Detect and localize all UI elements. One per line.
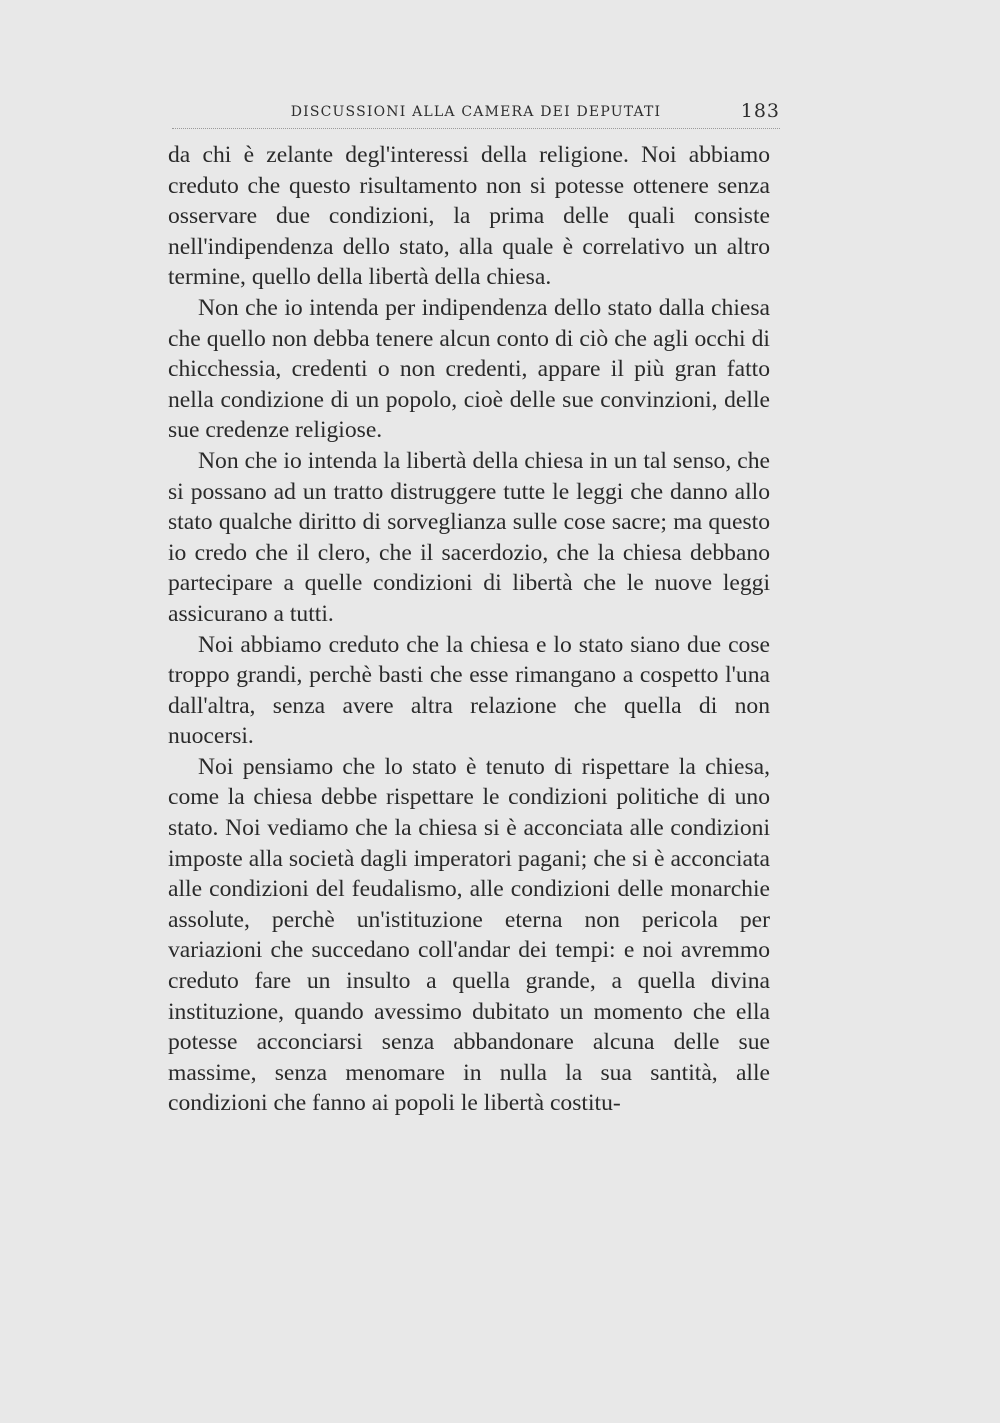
running-title: DISCUSSIONI ALLA CAMERA DEI DEPUTATI [290, 104, 662, 120]
page-header [172, 98, 780, 129]
paragraph: Noi abbiamo creduto che la chiesa e lo stato siano due cose troppo grandi, perchè basti che esse rimangano a cospetto l'una dall'altra, senza avere altra relazione che quella di non nuocersi. [168, 631, 770, 750]
paragraph: da chi è zelante degl'interessi della religione. Noi abbiamo creduto che questo risultamento non si potesse ottenere senza osservare due condizioni, la prima delle quali consiste nell'indipendenza dello stato, alla quale è correlativo un altro termine, quello della libertà della chiesa. [168, 142, 770, 291]
paragraph: Noi pensiamo che lo stato è tenuto di rispettare la chiesa, come la chiesa debbe rispettare le condizioni politiche di uno stato. Noi vediamo che la chiesa si è acconciata alle condizioni imposte alla società dagli imperatori pagani; che si è acconciata alle condizioni del feudalismo, alle condizioni delle monarchie assolute, perchè un'istituzione eterna non pericola per variazioni che succedano coll'andar dei tempi: e noi avremmo creduto fare un insulto a quella grande, a quella divina instituzione, quando avessimo dubitato un momento che ella potesse acconciarsi senza abbandonare alcuna delle sue massime, senza menomare in nulla la sua santità, alle condizioni che fanno ai popoli le libertà costitu- [168, 753, 770, 1117]
page-number: 183 [740, 100, 780, 122]
body-text [168, 140, 770, 1119]
paragraph: Non che io intenda per indipendenza dello stato dalla chiesa che quello non debba tenere alcun conto di ciò che agli occhi di chicchessia, credenti o non credenti, appare il più gran fatto nella condizione di un popolo, cioè delle sue convinzioni, delle sue credenze religiose. [168, 294, 770, 444]
paragraph: Non che io intenda la libertà della chiesa in un tal senso, che si possano ad un tratto distruggere tutte le leggi che danno allo stato qualche diritto di sorveglianza sulle cose sacre; ma questo io credo che il clero, che il sacerdozio, che la chiesa debbano partecipare a quelle condizioni di libertà che le nuove leggi assicurano a tutti. [168, 447, 770, 627]
